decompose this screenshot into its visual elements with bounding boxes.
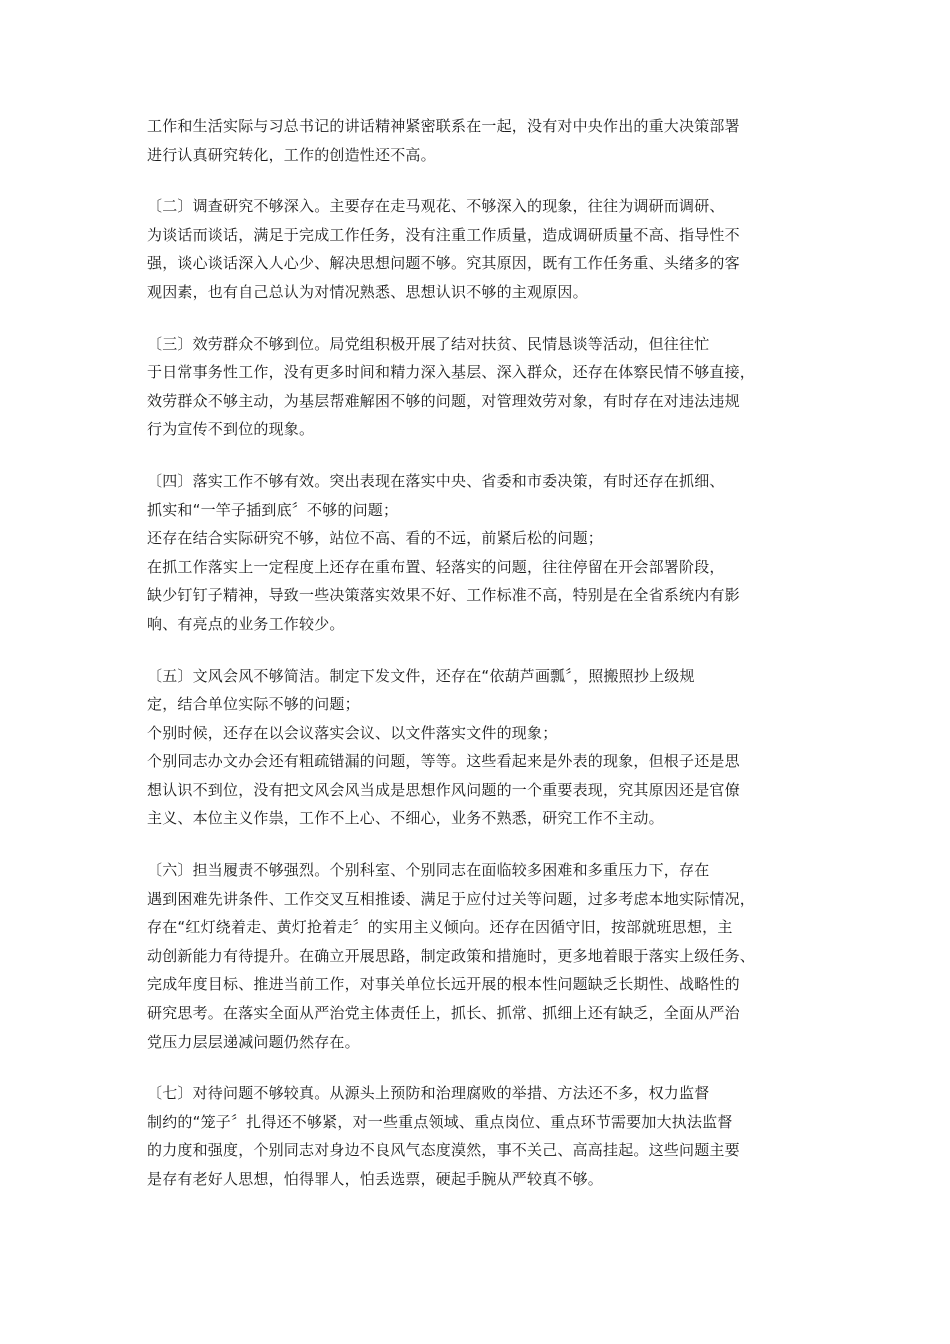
text-line: 党压力层层递减问题仍然存在。 — [147, 1032, 360, 1051]
text-line: 想认识不到位，没有把文风会风当成是思想作风问题的一个重要表现，究其原因还是官僚 — [147, 780, 740, 799]
text-line: 效劳群众不够主动，为基层帮难解困不够的问题，对管理效劳对象，有时存在对违法违规 — [147, 391, 740, 410]
text-line: 遇到困难先讲条件、工作交叉互相推诿、满足于应付过关等问题，过多考虑本地实际情况， — [147, 889, 756, 908]
paragraph-section-2 — [147, 192, 807, 306]
text-line: 制约的“笼子〞扎得还不够紧，对一些重点领域、重点岗位、重点环节需要加大执法监督 — [147, 1112, 733, 1131]
paragraph-intro-continued — [147, 112, 807, 169]
text-line: 为谈话而谈话，满足于完成工作任务，没有注重工作质量，造成调研质量不高、指导性不 — [147, 225, 740, 244]
text-line: 研究思考。在落实全面从严治党主体责任上，抓长、抓常、抓细上还有缺乏，全面从严治 — [147, 1004, 740, 1023]
text-line: 动创新能力有待提升。在确立开展思路，制定政策和措施时，更多地着眼于落实上级任务、 — [147, 946, 756, 965]
text-line: 是存有老好人思想，怕得罪人，怕丢选票，硬起手腕从严较真不够。 — [147, 1170, 604, 1188]
paragraph-section-3 — [147, 330, 807, 444]
paragraph-section-5 — [147, 662, 807, 834]
text-line: 工作和生活实际与习总书记的讲话精神紧密联系在一起，没有对中央作出的重大决策部署 — [147, 117, 740, 135]
text-line: 观因素，也有自己总认为对情况熟悉、思想认识不够的主观原因。 — [147, 282, 588, 301]
text-line: 于日常事务性工作，没有更多时间和精力深入基层、深入群众，还存在体察民情不够直接， — [147, 363, 756, 382]
text-line: 强，谈心谈话深入人心少、解决思想问题不够。究其原因，既有工作任务重、头绪多的客 — [147, 254, 740, 273]
text-line: 进行认真研究转化，工作的创造性还不高。 — [147, 145, 436, 164]
paragraph-section-4 — [147, 467, 807, 639]
paragraph-section-7 — [147, 1079, 807, 1193]
text-line: 〔三〕效劳群众不够到位。局党组积极开展了结对扶贫、民情恳谈等活动，但往往忙 — [147, 334, 710, 353]
text-line: 〔四〕落实工作不够有效。突出表现在落实中央、省委和市委决策，有时还存在抓细、 — [147, 471, 725, 490]
text-line: 个别时候，还存在以会议落实会议、以文件落实文件的现象； — [147, 723, 558, 742]
text-line: 〔六〕担当履责不够强烈。个别科室、个别同志在面临较多困难和多重压力下，存在 — [147, 861, 710, 880]
text-line: 完成年度目标、推进当前工作，对事关单位长远开展的根本性问题缺乏长期性、战略性的 — [147, 975, 740, 994]
text-line: 缺少钉钉子精神，导致一些决策落实效果不好、工作标准不高，特别是在全省系统内有影 — [147, 586, 740, 605]
text-line: 存在“红灯绕着走、黄灯抢着走〞的实用主义倾向。还存在因循守旧，按部就班思想，主 — [147, 918, 733, 937]
text-line: 响、有亮点的业务工作较少。 — [147, 614, 345, 633]
text-line: 还存在结合实际研究不够，站位不高、看的不远，前紧后松的问题； — [147, 529, 604, 548]
text-line: 抓实和“一竿子插到底〞不够的问题； — [147, 500, 399, 519]
text-line: 主义、本位主义作祟，工作不上心、不细心，业务不熟悉，研究工作不主动。 — [147, 809, 664, 828]
text-line: 〔七〕对待问题不够较真。从源头上预防和治理腐败的举措、方法还不多，权力监督 — [147, 1084, 710, 1103]
text-line: 行为宣传不到位的现象。 — [147, 420, 315, 439]
text-line: 的力度和强度，个别同志对身边不良风气态度漠然，事不关己、高高挂起。这些问题主要 — [147, 1141, 740, 1160]
paragraph-section-6 — [147, 856, 807, 1056]
text-line: 在抓工作落实上一定程度上还存在重布置、轻落实的问题，往往停留在开会部署阶段， — [147, 557, 725, 576]
text-line: 定，结合单位实际不够的问题； — [147, 695, 360, 714]
text-line: 〔二〕调查研究不够深入。主要存在走马观花、不够深入的现象，往往为调研而调研、 — [147, 197, 725, 216]
text-line: 个别同志办文办会还有粗疏错漏的问题，等等。这些看起来是外表的现象，但根子还是思 — [147, 752, 740, 771]
document-page — [147, 112, 807, 1217]
text-line: 〔五〕文风会风不够简洁。制定下发文件，还存在“依葫芦画瓢〞，照搬照抄上级规 — [147, 666, 695, 685]
